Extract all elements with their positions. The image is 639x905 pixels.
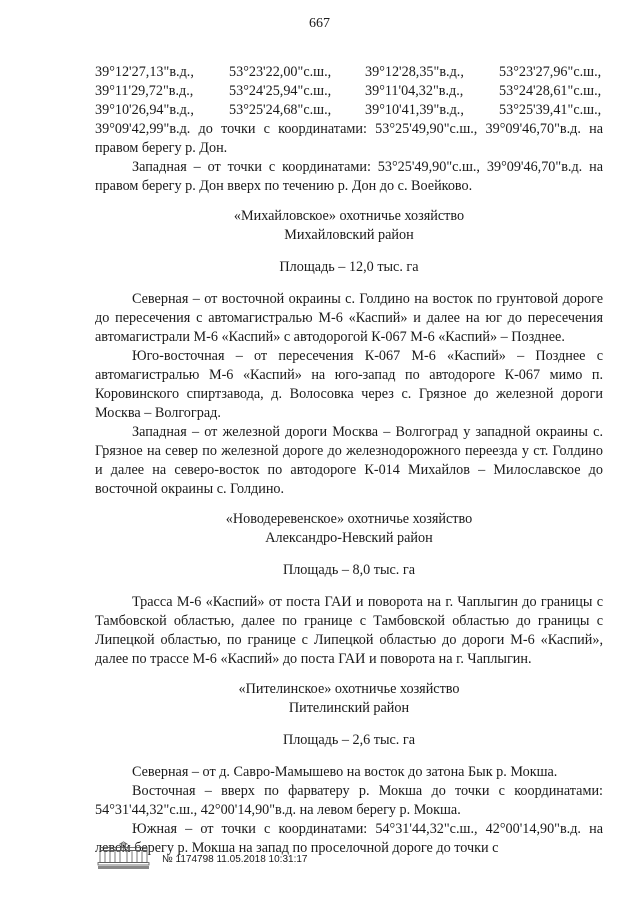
section-district: Михайловский район xyxy=(284,227,414,243)
section-district: Пителинский район xyxy=(288,700,410,716)
coord-cell: 53°25'24,68"с.ш., xyxy=(229,102,332,118)
paragraph: Восточная – вверх по фарватеру р. Мокша до точки с координатами: 54°31'44,32"с.ш., 42°00'14,90"в.д. на левом берегу р. Мокша. xyxy=(95,783,603,818)
coord-cell: 39°11'29,72"в.д., xyxy=(95,83,194,99)
coord-cell: 53°23'22,00"с.ш., xyxy=(229,64,332,80)
paragraph: Юго-восточная – от пересечения К-067 М-6 «Каспий» – Позднее с автомагистралью М-6 «Каспий» на юго-запад по автодороге К-067 мимо п. Коровинского спиртзавода, д. Волосовка через с. Грязное до железной дороги Москва – Волгоград. xyxy=(95,348,603,421)
coord-cell: 39°11'04,32"в.д., xyxy=(365,83,464,99)
coord-cell: 53°25'39,41"с.ш., xyxy=(499,102,602,118)
coord-cell: 53°24'28,61"с.ш., xyxy=(499,83,602,99)
coordinates-table xyxy=(95,63,603,120)
document-footer xyxy=(96,841,326,873)
document-number: № 1174798 11.05.2018 10:31:17 xyxy=(162,854,308,865)
coord-cell: 39°10'41,39"в.д., xyxy=(365,102,464,118)
paragraph: Южная – от точки с координатами: 54°31'44,32"с.ш., 42°00'14,90"в.д. на левом берегу р. Мокша на запад по проселочной дороге до точки с xyxy=(95,821,603,856)
coord-cell: 53°23'27,96"с.ш., xyxy=(499,64,602,80)
section-area: Площадь – 2,6 тыс. га xyxy=(282,732,416,748)
section-area: Площадь – 8,0 тыс. га xyxy=(282,562,416,578)
coord-cell: 53°24'25,94"с.ш., xyxy=(229,83,332,99)
section-title: «Михайловское» охотничье хозяйство xyxy=(233,208,465,224)
section-title: «Новодеревенское» охотничье хозяйство xyxy=(225,511,473,527)
document-body xyxy=(95,63,603,858)
paragraph: 39°09'42,99"в.д. до точки с координатами: 53°25'49,90"с.ш., 39°09'46,70"в.д. на правом берегу р. Дон. xyxy=(95,121,603,156)
section-area: Площадь – 12,0 тыс. га xyxy=(279,259,419,275)
page-number: 667 xyxy=(309,16,330,31)
paragraph: Северная – от восточной окраины с. Голдино на восток по грунтовой дороге до пересечения с автомагистралью М-6 «Каспий» и далее на юг до пересечения автомагистрали М-6 «Каспий» с автодорогой К-067 М-6 «Каспий» – Позднее. xyxy=(95,291,603,345)
paragraph: Западная – от точки с координатами: 53°25'49,90"с.ш., 39°09'46,70"в.д. на правом берегу р. Дон вверх по течению р. Дон до с. Воейково. xyxy=(95,159,603,194)
coord-cell: 39°12'28,35"в.д., xyxy=(365,64,464,80)
coord-cell: 39°12'27,13"в.д., xyxy=(95,64,194,80)
section-district: Александро-Невский район xyxy=(265,530,433,546)
paragraph: Северная – от д. Савро-Мамышево на восток до затона Бык р. Мокша. xyxy=(132,764,558,780)
section-title: «Пителинское» охотничье хозяйство xyxy=(238,681,460,697)
government-building-icon xyxy=(96,841,151,871)
coord-cell: 39°10'26,94"в.д., xyxy=(95,102,194,118)
paragraph: Западная – от железной дороги Москва – Волгоград у западной окраины с. Грязное на север по железной дороге до железнодорожного переезда у ст. Голдино и далее на северо-восток по автодороге К-014 Михайлов – Милославское до восточной окраины с. Голдино. xyxy=(95,424,603,497)
paragraph: Трасса М-6 «Каспий» от поста ГАИ и поворота на г. Чаплыгин до границы с Тамбовской областью, далее по границе с Тамбовской областью до границы с Липецкой областью, по границе с Липецкой областью до дороги М-6 «Каспий», далее по трассе М-6 «Каспий» до поста ГАИ и поворота на г. Чаплыгин. xyxy=(95,594,603,667)
